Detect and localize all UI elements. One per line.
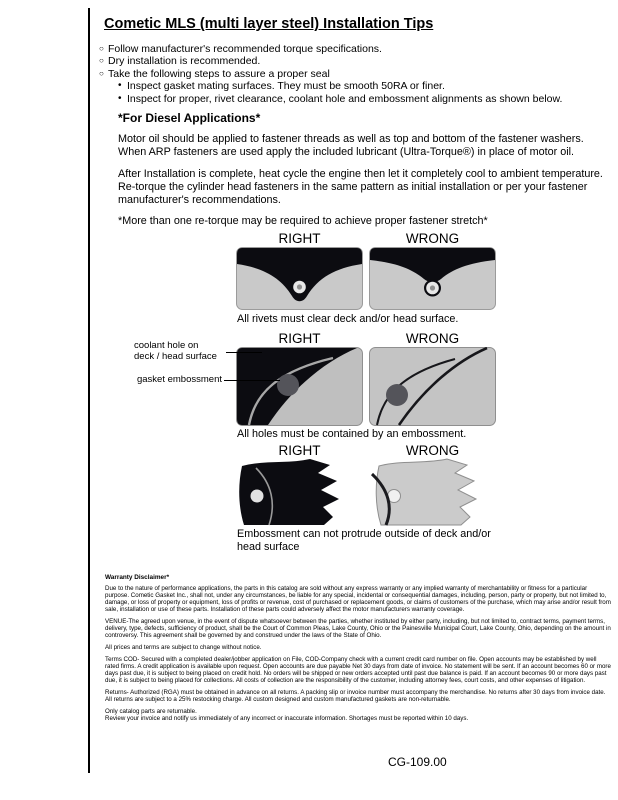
tip-text: Dry installation is recommended.	[108, 55, 261, 68]
right-label-row2: RIGHT	[278, 331, 321, 346]
protrusion-wrong-diagram	[369, 458, 496, 531]
coolant-callout-line1: coolant hole on	[134, 340, 199, 351]
right-label-row1: RIGHT	[278, 231, 321, 246]
wrong-label-row1: WRONG	[405, 231, 460, 246]
bullet-filled-icon: •	[118, 80, 122, 92]
diesel-applications-section	[118, 112, 605, 236]
tip-text: Follow manufacturer's recommended torque specifications.	[108, 43, 382, 55]
disclaimer-paragraph: VENUE-The agreed upon venue, in the event of dispute whatsoever between the parties, whether instituted by either party, including, but not limited to, contract terms, payment terms, delivery, type, defects, sufficiency of product, shall be the Court of Common Pleas, Lake County, Ohio or the Painesville Municipal Court, Lake County, Ohio, depending on the amount in controversy. This agreement shall be governed by and construed under the laws of the State of Ohio.	[105, 618, 611, 639]
disclaimer-paragraph: Returns- Authorized (RGA) must be obtained in advance on all returns. A packing slip or invoice number must accompany the merchandise. No returns after 30 days from invoice date. All returns are subject to a 25% restocking charge. All custom designed and custom manufactured gaskets are non-returnable.	[105, 689, 606, 703]
rivet-clear-wrong-illustration	[369, 247, 496, 310]
gasket-embossment-callout	[122, 375, 222, 386]
diesel-heading: *For Diesel Applications*	[118, 111, 261, 125]
coolant-right-illustration	[236, 347, 363, 426]
warranty-disclaimer-section	[105, 574, 611, 727]
tip-text: Take the following steps to assure a proper seal	[108, 67, 330, 80]
tip-sub-item	[99, 93, 606, 105]
tip-item	[99, 43, 606, 55]
protrusion-wrong-illustration	[369, 458, 496, 526]
retorque-note: *More than one re-torque may be required to achieve proper fastener stretch*	[118, 215, 488, 228]
protrusion-right-diagram	[236, 458, 363, 531]
coolant-wrong-illustration	[369, 347, 496, 426]
disclaimer-paragraph: Due to the nature of performance applications, the parts in this catalog are sold without any express warranty or any implied warranty of merchantability or fitness for a particular purpose. Cometic Gasket Inc., shall not, under any circumstances, be liable for any special, incidental or consequential damages, including, person, party or property, but not limited to, damage, or loss of property or equipment, loss of profits or revenue, cost of purchased or replacement goods, or claims of customers of the purchase, which may arise and/or result from sale, installation or use of these parts. Installation of these parts could adversely affect the motor manufacturers warranty coverage.	[105, 585, 611, 613]
page-number: CG-109.00	[388, 755, 447, 769]
tip-sub-item	[99, 80, 606, 92]
coolant-hole-callout	[134, 341, 226, 362]
rivet-clear-right-illustration	[236, 247, 363, 310]
coolant-callout-pointer-line	[226, 352, 262, 353]
bullet-open-icon: ○	[99, 44, 104, 53]
coolant-hole-right-diagram	[236, 347, 363, 431]
embossment-containment-caption: All holes must be contained by an embossment.	[237, 428, 467, 440]
installation-tips-list	[99, 43, 606, 105]
right-label-row3: RIGHT	[278, 443, 321, 458]
left-border-rule	[88, 8, 90, 773]
rivet-caption: All rivets must clear deck and/or head surface.	[237, 313, 459, 325]
bullet-filled-icon: •	[118, 92, 122, 104]
coolant-callout-line2: deck / head surface	[134, 350, 217, 362]
disclaimer-paragraph: Review your invoice and notify us immediately of any incorrect or inaccurate information. Shortages must be reported within 10 days.	[105, 715, 469, 722]
disclaimer-paragraph: All prices and terms are subject to change without notice.	[105, 644, 262, 651]
protrusion-caption: Embossment can not protrude outside of deck and/or head surface	[237, 528, 491, 553]
tip-item	[99, 68, 606, 80]
wrong-label-row3: WRONG	[405, 443, 460, 458]
bullet-open-icon: ○	[99, 56, 104, 66]
rivet-clearance-right-diagram	[236, 247, 363, 315]
disclaimer-paragraph: Only catalog parts are returnable.	[105, 708, 197, 715]
page-title: Cometic MLS (multi layer steel) Installation Tips	[104, 16, 434, 32]
coolant-hole-wrong-diagram	[369, 347, 496, 431]
wrong-label-row2: WRONG	[405, 331, 460, 346]
disclaimer-paragraph: Terms COD- Secured with a completed dealer/jobber application on File, COD-Company check with a current credit card number on file. Open accounts may be established by well rated firms. A credit application is available upon request. Open accounts are due payable Net 30 days from date of invoice. No statement will be sent. If an account becomes 60 or more days past due, it is subject to being placed on credit hold. No orders will be shipped or new orders accepted until past due balance is paid. If an account becomes 90 or more days past due, it is subject to being placed for collections. All costs of collection are the responsibility of the customer, including attorney fees, court costs, and other expenses of litigation.	[105, 656, 611, 684]
tip-item	[99, 55, 606, 67]
disclaimer-heading: Warranty Disclaimer*	[105, 574, 170, 581]
tip-text: Inspect for proper, rivet clearance, coolant hole and embossment alignments as shown below.	[127, 92, 563, 105]
diesel-paragraph-2: After Installation is complete, heat cycle the engine then let it completely cool to ambient temperature. Re-torque the cylinder head fasteners in the same pattern as initial installation or per your fastener manufacturer's recommendations.	[118, 167, 603, 207]
diesel-paragraph-1: Motor oil should be applied to fastener threads as well as top and bottom of the fastener washers. When ARP fasteners are used apply the included lubricant (Ultra-Torque®) in place of motor oil.	[118, 133, 584, 159]
bullet-open-icon: ○	[99, 68, 104, 78]
tip-text: Inspect gasket mating surfaces. They must be smooth 50RA or finer.	[127, 80, 445, 93]
protrusion-right-illustration	[236, 458, 363, 526]
embossment-callout-pointer-line	[224, 380, 280, 381]
rivet-clearance-wrong-diagram	[369, 247, 496, 315]
embossment-callout-text: gasket embossment	[136, 374, 222, 385]
